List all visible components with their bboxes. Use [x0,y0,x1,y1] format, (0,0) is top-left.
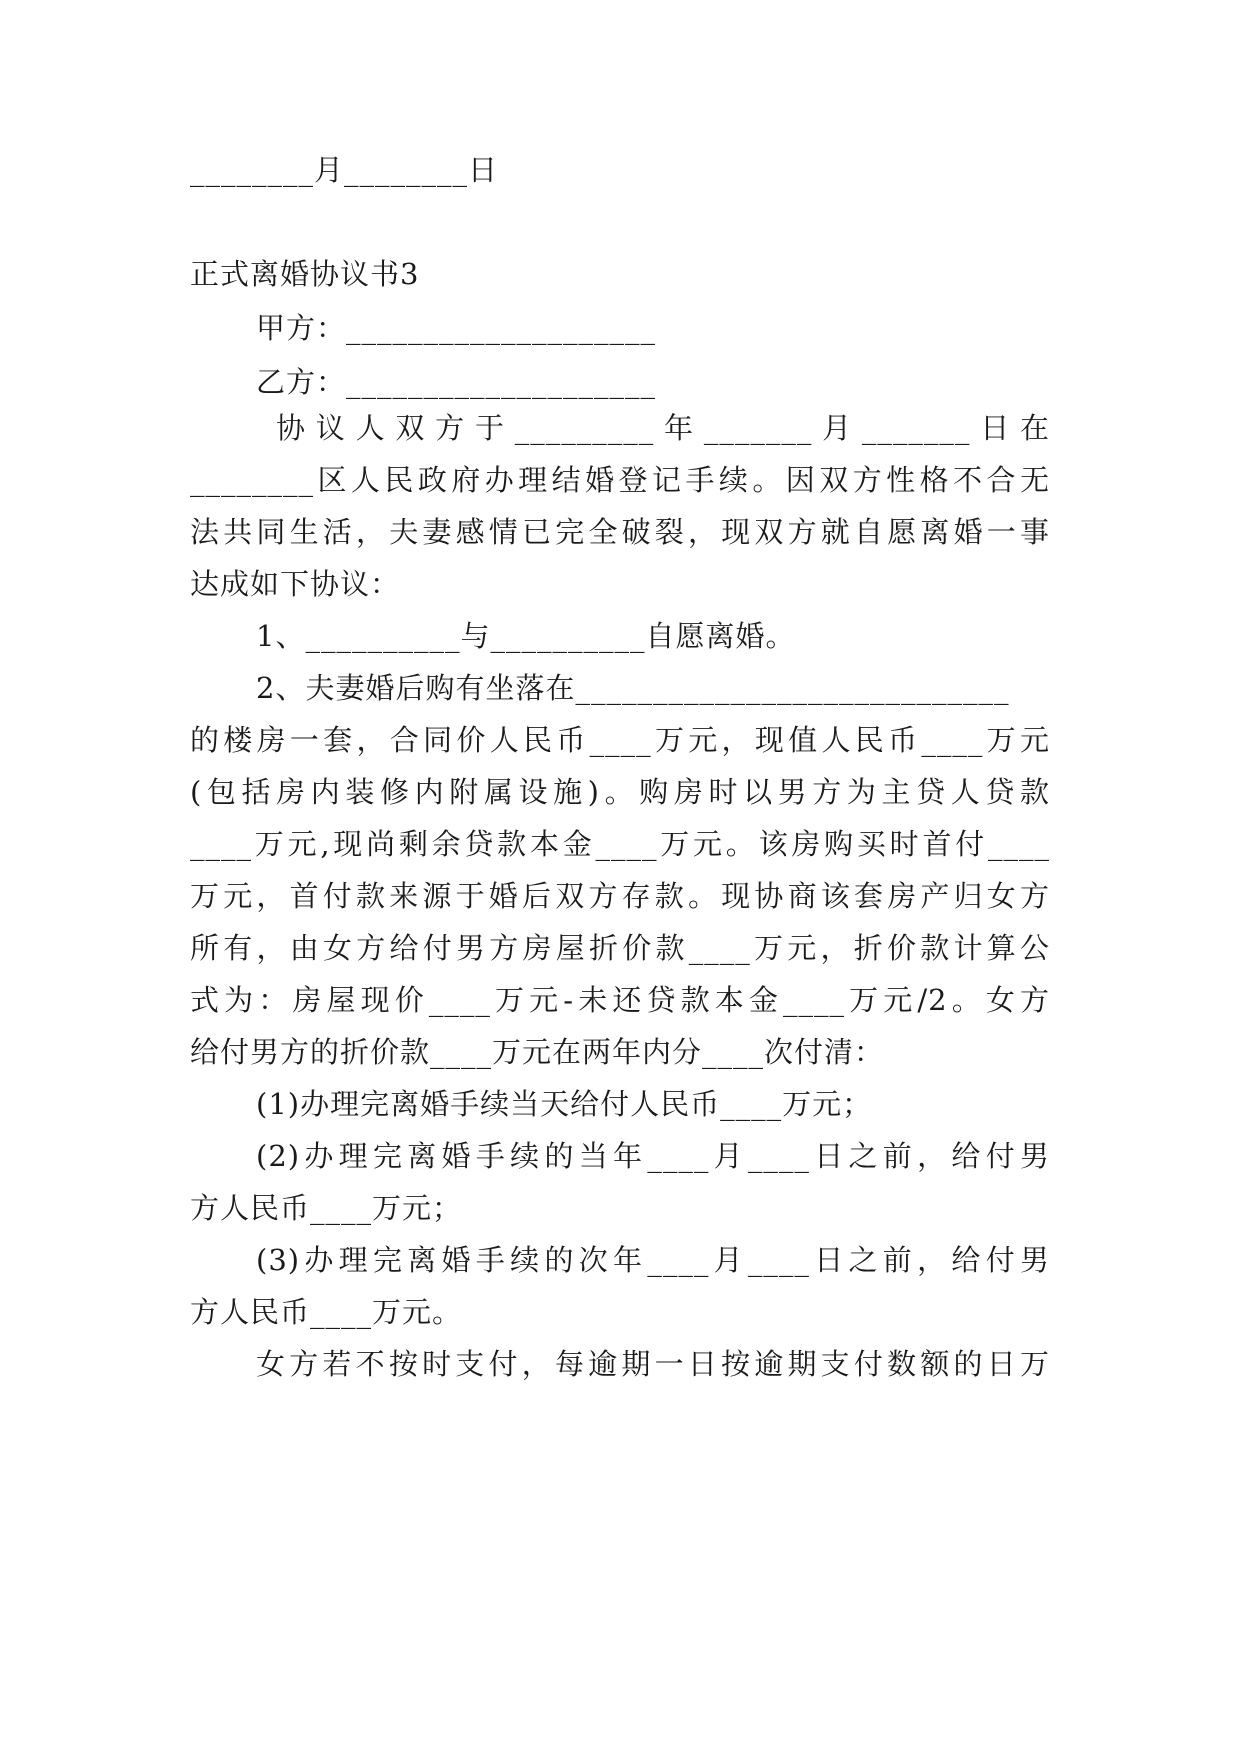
payment-item: (3)办理完离婚手续的次年____月____日之前，给付男 [256,1243,1050,1277]
payment-item: (1)办理完离婚手续当天给付人民币____万元； [256,1087,873,1121]
clause-line: (包括房内装修内附属设施)。购房时以男方为主贷人贷款 [190,775,1050,809]
clause-line: 的楼房一套，合同价人民币____万元，现值人民币____万元 [190,723,1050,757]
clause-line: 2、夫妻婚后购有坐落在____________________________ [256,671,1010,705]
clause-line: 式为：房屋现价____万元-未还贷款本金____万元/2。女方 [190,983,1050,1017]
party-b-line: 乙方：____________________ [256,365,657,399]
payment-item: 方人民币____万元。 [190,1295,463,1329]
clause-line: 所有，由女方给付男方房屋折价款____万元，折价款计算公 [190,931,1050,965]
date-line: ________月________日 [190,153,499,187]
paragraph-line: 法共同生活，夫妻感情已完全破裂，现双方就自愿离婚一事 [190,515,1050,549]
clause-line: 万元，首付款来源于婚后双方存款。现协商该套房产归女方 [190,879,1050,913]
clause-line: 给付男方的折价款____万元在两年内分____次付清： [190,1035,885,1069]
paragraph-line: 协议人双方于_________年_______月_______日在 [256,411,1050,445]
party-a-line: 甲方：____________________ [256,311,657,345]
paragraph-line: 达成如下协议： [190,567,401,601]
paragraph-line: 女方若不按时支付，每逾期一日按逾期支付数额的日万 [256,1347,1050,1381]
document-title: 正式离婚协议书3 [190,257,420,291]
payment-item: (2)办理完离婚手续的当年____月____日之前，给付男 [256,1139,1050,1173]
clause-line: ____万元,现尚剩余贷款本金____万元。该房购买时首付____ [190,827,1050,861]
clause-line: 1、__________与__________自愿离婚。 [256,619,796,653]
payment-item: 方人民币____万元； [190,1191,463,1225]
paragraph-line: ________区人民政府办理结婚登记手续。因双方性格不合无 [190,463,1050,497]
